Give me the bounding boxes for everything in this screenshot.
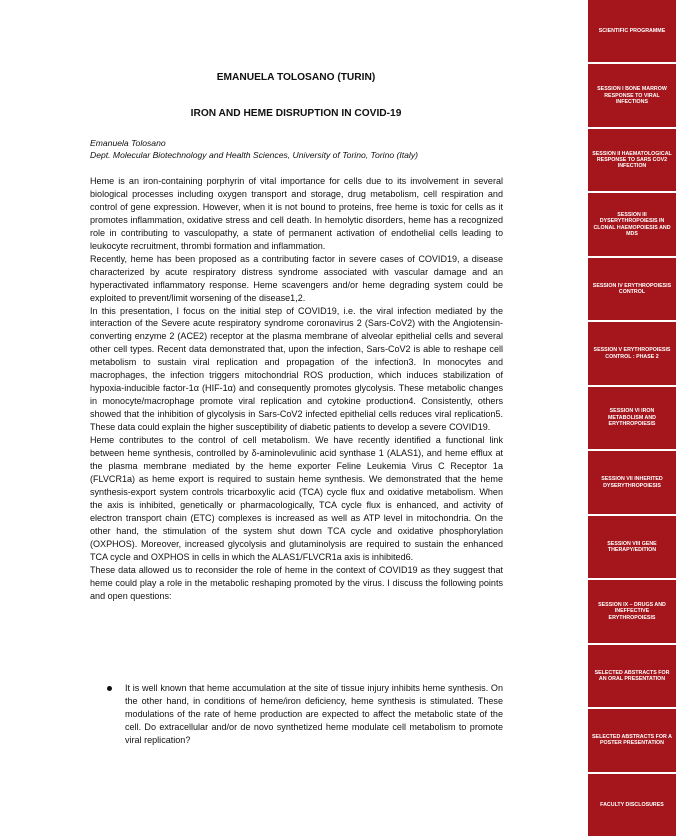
sidebar-item-session-7[interactable]: SESSION VII INHERITED DYSERYTHROPOIESIS — [588, 451, 676, 513]
paragraph: In this presentation, I focus on the initial step of COVID19, i.e. the viral infection mediated by the interaction of the Severe acute respiratory syndrome coronavirus 2 (Sars-CoV2) with the Angiotensin-converting enzyme 2 (ACE2) receptor at the plasma membrane of alveolar epithelial cells and several other cell types. Recent data demonstrated that, upon the infection, Sars-CoV2 is able to reshape cell metabolism to sustain viral replication and propagation of the infection3. In monocytes and macrophages, the infection triggers mitochondrial ROS production, which induces stabilization of hypoxia-inducible factor-1α (HIF-1α) and consequently promotes glycolysis. These metabolic changes in monocyte/macrophage promote viral replication and cytokine production4. Consistently, others showed that the inhibition of glycolysis in Sars-CoV2 infected epithelial cells reduces viral replication5. These data could explain the higher susceptibility of diabetic patients to develop a severe COVID19. — [90, 305, 503, 433]
sidebar-item-session-6[interactable]: SESSION VI IRON METABOLISM AND ERYTHROPOIESIS — [588, 387, 676, 449]
author-name: Emanuela Tolosano — [90, 138, 166, 148]
paragraph: Heme is an iron-containing porphyrin of vital importance for cells due to its involvement in several biological processes including oxygen transport and storage, drug metabolism, cell respiration and control of gene expression. However, when it is not bound to proteins, free heme is toxic for cells as it promotes inflammation, oxidative stress and cell death. In hemolytic disorders, heme has a recognized role in contributing to vasculopathy, a state of permanent activation of endothelial cells leading to leukocyte recruitment, thrombi formation and inflammation. — [90, 176, 503, 251]
sidebar-item-session-5[interactable]: SESSION V ERYTHROPOIESIS CONTROL : PHASE 2 — [588, 322, 676, 384]
sidebar-item-session-2[interactable]: SESSION II HAEMATOLOGICAL RESPONSE TO SARS COV2 INFECTION — [588, 129, 676, 191]
sidebar-item-session-1[interactable]: SESSION I BONE MARROW RESPONSE TO VIRAL INFECTIONS — [588, 64, 676, 126]
bullet-icon — [107, 686, 112, 691]
author-heading: EMANUELA TOLOSANO (TURIN) — [216, 72, 376, 83]
bullet-text: It is well known that heme accumulation at the site of tissue injury inhibits heme synthesis. On the other hand, in conditions of heme/iron deficiency, heme synthesis is stimulated. These modulations of the rate of heme production are expected to affect the metabolic state of the cell. Do extracellular and/or de novo synthetized heme modulate cell metabolism to promote viral replication? — [125, 683, 503, 745]
page-title: IRON AND HEME DISRUPTION IN COVID-19 — [190, 108, 402, 119]
sidebar-item-session-9[interactable]: SESSION IX – DRUGS AND INEFFECTIVE ERYTHROPOIESIS — [588, 580, 676, 642]
bullet-list — [105, 682, 503, 747]
sidebar-item-poster-abstracts[interactable]: SELECTED ABSTRACTS FOR A POSTER PRESENTATION — [588, 709, 676, 771]
sidebar-item-session-8[interactable]: SESSION VIII GENE THERAPY/EDITION — [588, 516, 676, 578]
abstract-body — [90, 175, 503, 602]
author-affiliation: Dept. Molecular Biotechnology and Health Sciences, University of Torino, Torino (Italy) — [90, 150, 418, 160]
sidebar-item-faculty-disclosures[interactable]: FACULTY DISCLOSURES — [588, 774, 676, 836]
paragraph: Recently, heme has been proposed as a contributing factor in severe cases of COVID19, a disease characterized by acute respiratory distress syndrome associated with vascular damage and an hyperactivated inflammatory response. Heme scavengers and/or heme degrading system could be exploited to prevent/limit worsening of the disease1,2. — [90, 253, 503, 303]
sidebar-nav — [588, 0, 676, 836]
sidebar-item-oral-abstracts[interactable]: SELECTED ABSTRACTS FOR AN ORAL PRESENTATION — [588, 645, 676, 707]
sidebar-item-session-4[interactable]: SESSION IV ERYTHROPOIESIS CONTROL — [588, 258, 676, 320]
paragraph: These data allowed us to reconsider the role of heme in the context of COVID19 as they suggest that heme could play a role in the metabolic reshaping promoted by the virus. I discuss the following points and open questions: — [90, 564, 503, 601]
sidebar-item-scientific-programme[interactable]: SCIENTIFIC PROGRAMME — [588, 0, 676, 62]
sidebar-item-session-3[interactable]: SESSION III DYSERYTHROPOIESIS IN CLONAL HAEMOPOIESIS AND MDS — [588, 193, 676, 255]
author-block — [90, 137, 504, 161]
bullet-item — [105, 682, 503, 747]
paragraph: Heme contributes to the control of cell metabolism. We have recently identified a functional link between heme synthesis, controlled by δ-aminolevulinic acid synthase 1 (ALAS1), and heme efflux at the plasma membrane mediated by the heme exporter Feline Leukemia Virus C Receptor 1a (FLVCR1a) as heme export is required to sustain heme synthesis. We demonstrated that the heme synthesis-export system controls tricarboxylic acid (TCA) cycle flux and oxidative metabolism. When the axis is inhibited, genetically or pharmacologically, TCA cycle flux is enhanced, and activity of electron transport chain (ETC) complexes is increased as well as ATP level in mitochondria. On the other hand, the stimulation of the system shut down TCA cycle and oxidative phosphorylation (OXPHOS). Moreover, increased glycolysis and glutaminolysis are required to sustain the enhanced TCA cycle and OXPHOS in cells in which the ALAS1/FLVCR1a axis is inhibited6. — [90, 435, 503, 562]
